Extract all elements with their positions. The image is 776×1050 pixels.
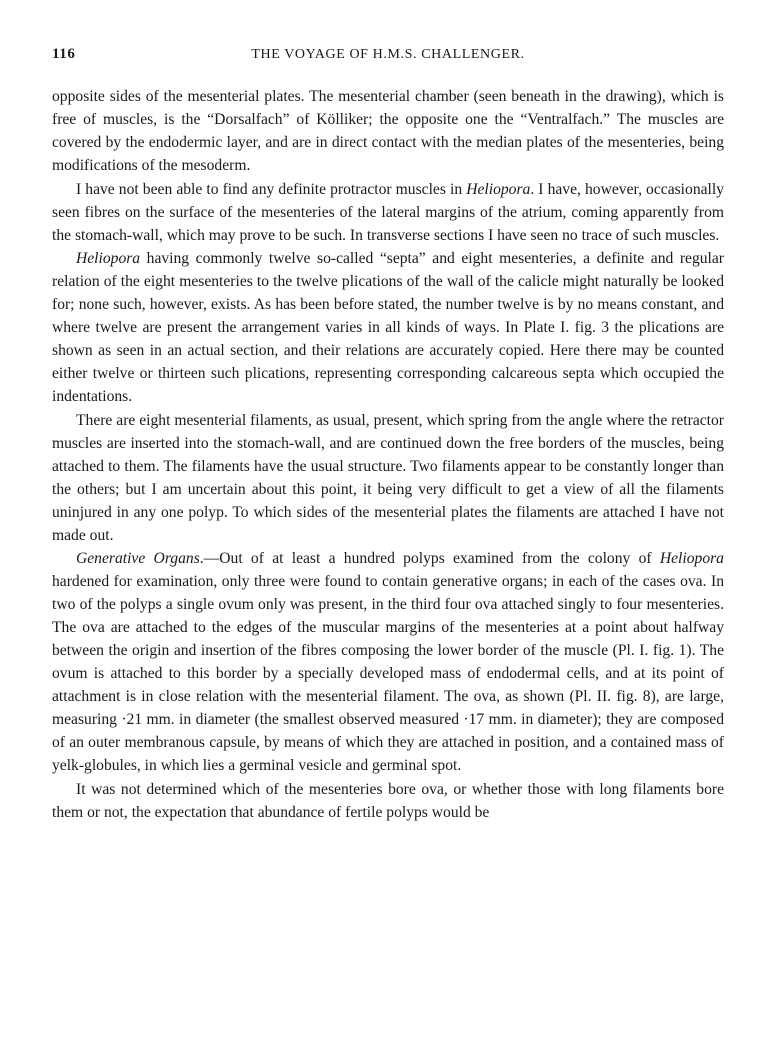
italic-term: Heliopora <box>659 550 724 567</box>
paragraph <box>52 547 724 777</box>
paragraph <box>52 247 724 408</box>
text-run: opposite sides of the mesenterial plates. The mesenterial chamber (seen beneath in the drawing), which is free of muscles, is the “Dorsalfach” of Kölliker; the opposite one the “Ventralfach.” The muscles are covered by the endodermic layer, and are in direct contact with the median plates of the mesenteries, being modifications of the mesoderm. <box>52 88 724 174</box>
italic-term: Heliopora <box>76 250 141 267</box>
text-run: . I have, however, occasionally seen fibres on the surface of the mesenteries of the lateral margins of the atrium, coming apparently from the stomach-wall, which may prove to be such. In transverse sections I have seen no trace of such muscles. <box>52 180 724 244</box>
text-run: hardened for examination, only three were found to contain generative organs; in each of the cases ova. In two of the polyps a single ovum only was present, in the third four ova attached singly to four mesenteries. The ova are attached to the edges of the muscular margins of the mesenteries at a point about halfway between the origin and insertion of the fibres composing the lower border of the muscle (Pl. I. fig. 1). The ovum is attached to this border by a specially developed mass of endodermal cells, and at its point of attachment is in close relation with the mesenterial filament. The ova, as shown (Pl. II. fig. 8), are large, measuring ·21 mm. in diameter (the smallest observed measured ·17 mm. in diameter); they are composed of an outer membranous capsule, by means of which they are attached in position, and a contained mass of yelk-globules, in which lies a germinal vesicle and germinal spot. <box>52 573 724 774</box>
paragraph <box>52 778 724 824</box>
text-run: I have not been able to find any definite protractor muscles in <box>76 180 467 198</box>
italic-term: Heliopora <box>466 180 531 198</box>
body-text <box>52 85 724 824</box>
paragraph <box>52 409 724 547</box>
paragraph <box>52 178 724 247</box>
italic-term: Generative Organs <box>76 550 200 567</box>
text-run: It was not determined which of the mesenteries bore ova, or whether those with long filaments bore them or not, the expectation that abundance of fertile polyps would be <box>52 780 724 821</box>
text-run: having commonly twelve so-called “septa” and eight mesenteries, a definite and regular relation of the eight mesenteries to the twelve plications of the wall of the calicle might naturally be looked for; none such, however, exists. As has been before stated, the number twelve is by no means constant, and where twelve are present the arrangement varies in all kinds of ways. In Plate I. fig. 3 the plications are shown as seen in an actual section, and their relations are accurately copied. Here there may be counted either twelve or thirteen such plications, representing corresponding calcareous septa which occupied the indentations. <box>52 250 724 405</box>
page-number: 116 <box>52 46 76 62</box>
paragraph <box>52 85 724 177</box>
running-title: THE VOYAGE OF H.M.S. CHALLENGER. <box>251 47 525 62</box>
text-run: .—Out of at least a hundred polyps examined from the colony of <box>199 550 660 567</box>
text-run: There are eight mesenterial filaments, as usual, present, which spring from the angle where the retractor muscles are inserted into the stomach-wall, and are continued down the free borders of the muscles, being attached to them. The filaments have the usual structure. Two filaments appear to be constantly longer than the others; but I am uncertain about this point, it being very difficult to get a view of all the filaments uninjured in any one polyp. To which sides of the mesenterial plates the filaments are attached I have not made out. <box>52 411 724 544</box>
